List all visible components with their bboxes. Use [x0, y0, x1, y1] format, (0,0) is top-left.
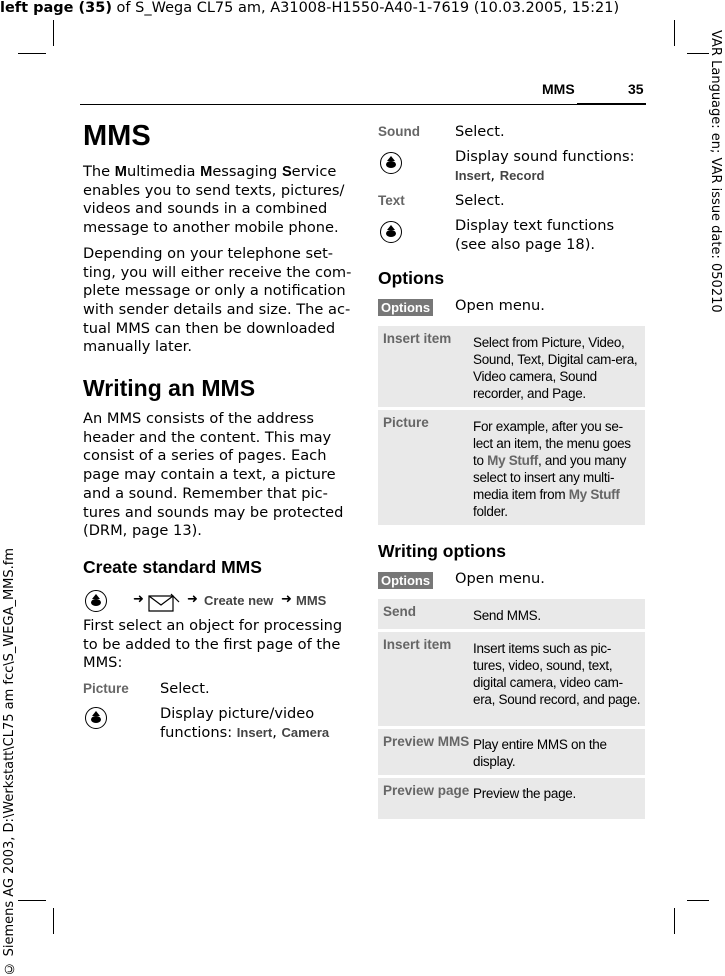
crop-mark — [18, 53, 46, 54]
crop-mark — [687, 53, 709, 54]
writing-options-heading: Writing options — [378, 541, 506, 561]
crop-mark — [18, 900, 46, 901]
intro-paragraph: The Multimedia Messaging Service enables you to send texts, pictures/ videos and sounds in a combined message to another mobile phone. — [83, 163, 345, 237]
first-select-paragraph: First select an object for processing to be added to the first page of the MMS: — [83, 617, 343, 672]
row-key: Insert item — [383, 331, 452, 346]
options-heading: Options — [378, 268, 445, 288]
arrow-right-icon: ➜ — [187, 592, 198, 607]
arrow-right-icon: ➜ — [133, 592, 144, 607]
writing-paragraph: An MMS consists of the address header and the content. This may consist of a series of pages. Each page may contain a text, a picture and a sound. Remember that pic-tures and sounds may be protected (DRM, page 13). — [83, 410, 344, 540]
open-menu-text: Open menu. — [455, 570, 545, 587]
table-row — [378, 778, 645, 819]
side-info-right: VAR Language: en; VAR issue date: 050210 — [708, 30, 723, 313]
table-row — [378, 326, 645, 407]
side-info-left: © Siemens AG 2003, D:\Werkstatt\CL75 am fcc\S_WEGA_MMS.fm — [2, 548, 17, 976]
text-select-text: Select. — [455, 192, 505, 209]
picture-select-text: Select. — [160, 680, 210, 697]
writing-options-table — [378, 599, 645, 822]
intro-block — [83, 163, 353, 364]
create-heading: Create standard MMS — [83, 557, 262, 577]
picture-label: Picture — [83, 681, 129, 696]
navigation-path — [83, 590, 343, 612]
document-header — [0, 0, 619, 16]
text-label: Text — [378, 193, 405, 208]
joystick-icon — [380, 152, 402, 174]
crop-mark — [674, 20, 675, 46]
header-rule — [80, 104, 577, 105]
crop-mark — [53, 908, 54, 934]
row-key: Send — [383, 604, 417, 619]
table-row — [378, 729, 645, 775]
crop-mark — [53, 20, 54, 46]
sound-select-text: Select. — [455, 123, 505, 140]
joystick-icon — [85, 590, 107, 612]
open-menu-text: Open menu. — [455, 297, 545, 314]
header-rule-accent — [577, 103, 646, 105]
header-prefix: left page (35) — [0, 0, 112, 16]
text-display-text: Display text functions (see also page 18). — [455, 217, 615, 253]
page-section-label: MMS — [542, 81, 575, 97]
row-value: For example, after you se-lect an item, the menu goes to My Stuff, and you many select to insert any multi-media item from My Stuff folder. — [473, 419, 631, 519]
crop-mark — [687, 900, 709, 901]
options-softkey: Options — [378, 570, 433, 589]
row-value: Insert items such as pic-tures, video, sound, text, digital camera, video cam-era, Sound record, and page. — [473, 641, 641, 707]
table-row — [378, 632, 645, 726]
sound-label: Sound — [378, 124, 420, 139]
picture-display-text: Display picture/video functions: Insert, Camera — [160, 705, 330, 741]
row-value: Preview the page. — [473, 786, 576, 801]
row-key: Insert item — [383, 637, 452, 652]
menu-create-new: Create new — [204, 593, 274, 608]
row-value: Send MMS. — [473, 608, 541, 623]
arrow-right-icon: ➜ — [281, 592, 292, 607]
page-number: 35 — [628, 81, 644, 97]
download-paragraph: Depending on your telephone set-ting, you will either receive the com-plete message or only a notification with sender details and size. The ac-tual MMS can then be downloaded manually later. — [83, 244, 352, 356]
joystick-icon — [85, 707, 107, 729]
row-key: Preview page — [383, 783, 470, 798]
writing-heading: Writing an MMS — [83, 375, 256, 401]
options-softkey: Options — [378, 297, 433, 316]
table-row — [378, 599, 645, 629]
row-value: Play entire MMS on the display. — [473, 737, 607, 769]
joystick-icon — [380, 221, 402, 243]
options-table — [378, 326, 645, 528]
table-row — [378, 410, 645, 525]
row-value: Select from Picture, Video, Sound, Text, Digital cam-era, Video camera, Sound recorder, and Page. — [473, 335, 638, 401]
sound-display-text: Display sound functions: Insert, Record — [455, 148, 635, 184]
envelope-icon — [147, 590, 183, 612]
row-key: Preview MMS — [383, 734, 470, 749]
page-title: MMS — [83, 120, 151, 152]
menu-mms: MMS — [296, 593, 327, 608]
crop-mark — [674, 908, 675, 934]
row-key: Picture — [383, 415, 429, 430]
header-file-info: of S_Wega CL75 am, A31008-H1550-A40-1-7619 (10.03.2005, 15:21) — [111, 0, 620, 16]
